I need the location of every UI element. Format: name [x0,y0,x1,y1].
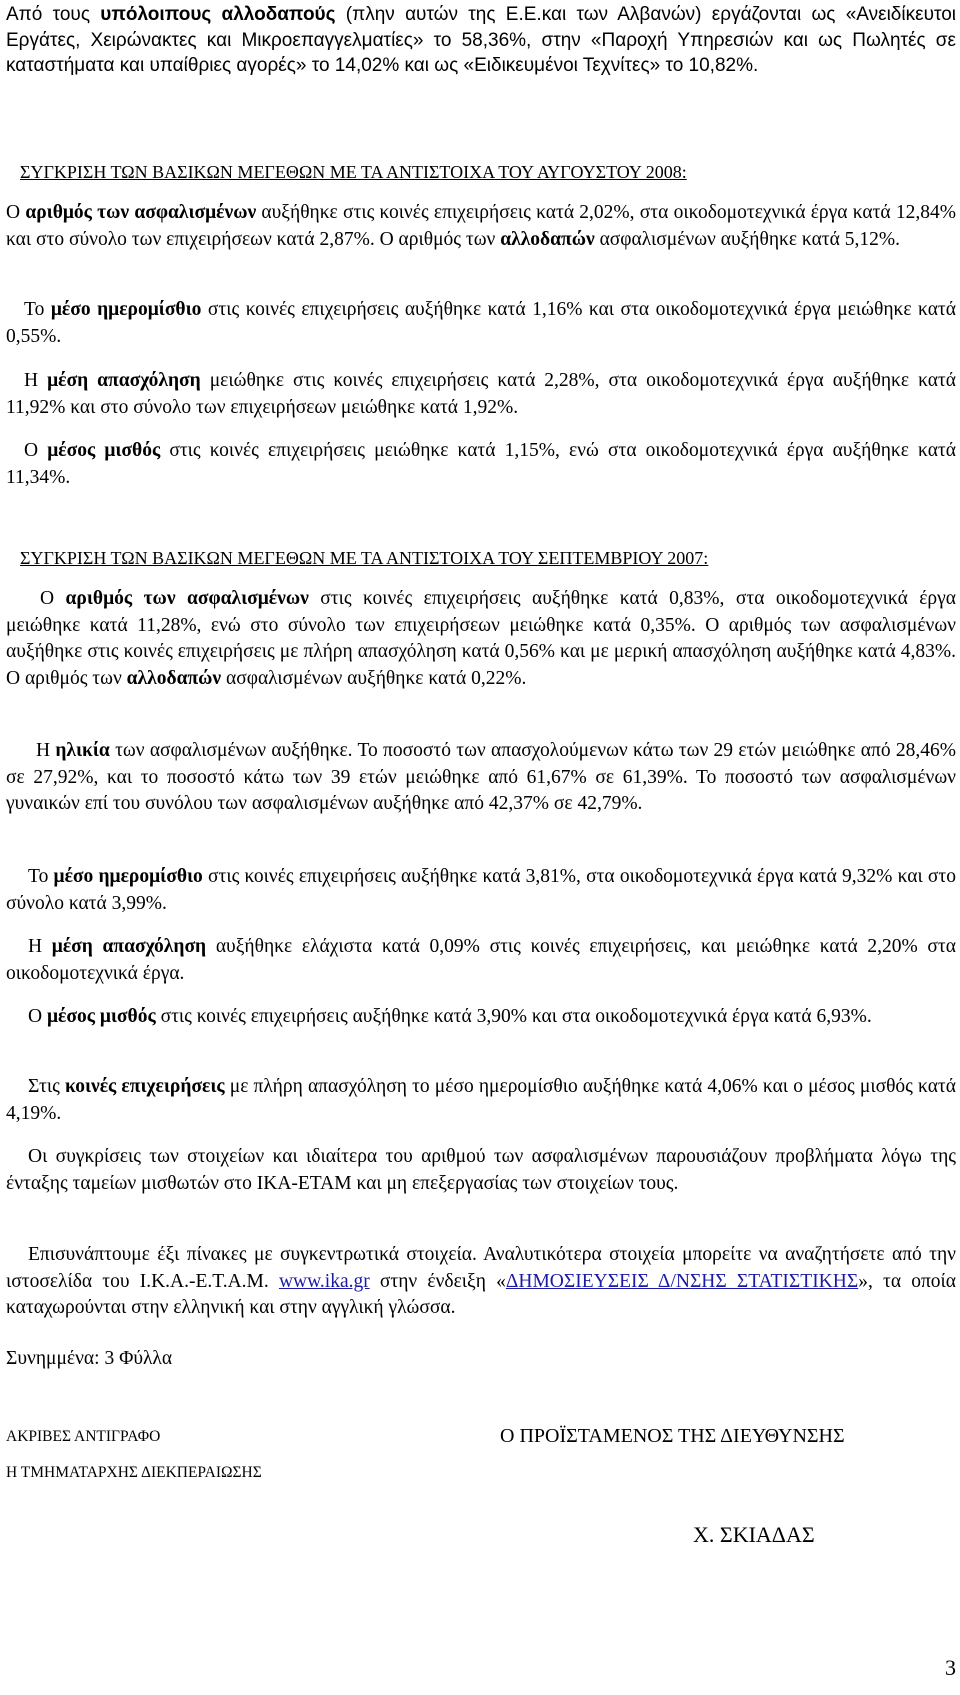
september-age-paragraph: Η ηλικία των ασφαλισμένων αυξήθηκε. Το ποσοστό των απασχολούμενων κάτω των 29 ετών μειώθηκε από 28,46% σε 27,92%, και το ποσοστό κάτω των 39 ετών μειώθηκε από 61,67% σε 61,39%. Το ποσοστό των ασφαλισμένων γυναικών επί του συνόλου των ασφαλισμένων αυξήθηκε από 42,37% σε 42,79%. [6,740,956,814]
august-employment-paragraph: Η μέση απασχόληση μειώθηκε στις κοινές επιχειρήσεις κατά 2,28%, στα οικοδομοτεχνικά έργα αυξήθηκε κατά 11,92% και στο σύνολο των επιχειρήσεων μειώθηκε κατά 1,92%. [6,370,956,418]
intro-paragraph [6,2,956,79]
august-salary-paragraph: Ο μέσος μισθός στις κοινές επιχειρήσεις μειώθηκε κατά 1,15%, ενώ στα οικοδομοτεχνικά έργα αυξήθηκε κατά 11,34%. [6,440,956,488]
statistics-publications-link[interactable]: ΔΗΜΟΣΙΕΥΣΕΙΣ Δ/ΝΣΗΣ ΣΤΑΤΙΣΤΙΚΗΣ [505,1270,859,1292]
september-insured-paragraph: Ο αριθμός των ασφαλισμένων στις κοινές επιχειρήσεις αυξήθηκε κατά 0,83%, στα οικοδομοτεχνικά έργα μειώθηκε κατά 11,28%, ενώ στο σύνολο των επιχειρήσεων μειώθηκε κατά 0,35%. Ο αριθμός των ασφαλισμένων αυξήθηκε στις κοινές επιχειρήσεις με πλήρη απασχόληση κατά 0,56% και με μερική απασχόληση αυξήθηκε κατά 4,83%. Ο αριθμός των αλλοδαπών ασφαλισμένων αυξήθηκε κατά 0,22%. [6,588,956,689]
september-notes-paragraph: Οι συγκρίσεις των στοιχείων και ιδιαίτερα του αριθμού των ασφαλισμένων παρουσιάζουν προβλήματα λόγω της ένταξης ταμείων μισθωτών στο ΙΚΑ-ΕΤΑΜ και μη επεξεργασίας των στοιχείων τους. [6,1146,956,1194]
august-comparison-heading: ΣΥΓΚΡΙΣΗ ΤΩΝ ΒΑΣΙΚΩΝ ΜΕΓΕΘΩΝ ΜΕ ΤΑ ΑΝΤΙΣΤΟΙΧΑ ΤΟΥ ΑΥΓΟΥΣΤΟΥ 2008: [20,162,687,182]
text: Από τους [6,4,101,25]
august-daily-wage-paragraph: Το μέσο ημερομίσθιο στις κοινές επιχειρήσεις αυξήθηκε κατά 1,16% και στα οικοδομοτεχνικά έργα μειώθηκε κατά 0,55%. [6,299,956,347]
september-daily-wage-paragraph: Το μέσο ημερομίσθιο στις κοινές επιχειρήσεις αυξήθηκε κατά 3,81%, στα οικοδομοτεχνικά έργα κατά 9,32% και στο σύνολο κατά 3,99%. [6,866,956,914]
bold-text: υπόλοιπους αλλοδαπούς [100,4,336,25]
september-employment-paragraph: Η μέση απασχόληση αυξήθηκε ελάχιστα κατά 0,09% στις κοινές επιχειρήσεις, και μειώθηκε κατά 2,20% στα οικοδομοτεχνικά έργα. [6,936,956,984]
august-insured-paragraph: Ο αριθμός των ασφαλισμένων αυξήθηκε στις κοινές επιχειρήσεις κατά 2,02%, στα οικοδομοτεχνικά έργα κατά 12,84% και στο σύνολο των επιχειρήσεων κατά 2,87%. Ο αριθμός των αλλοδαπών ασφαλισμένων αυξήθηκε κατά 5,12%. [6,202,956,250]
certified-copy-label: ΑΚΡΙΒΕΣ ΑΝΤΙΓΡΑΦΟ [6,1428,161,1445]
director-name: Χ. ΣΚΙΑΔΑΣ [693,1522,815,1547]
attachments-info-paragraph: Επισυνάπτουμε έξι πίνακες με συγκεντρωτικά στοιχεία. Αναλυτικότερα στοιχεία μπορείτε να αναζητήσετε από την ιστοσελίδα του Ι.Κ.Α.-Ε.Τ.Α.Μ. www.ika.gr στην ένδειξη «ΔΗΜΟΣΙΕΥΣΕΙΣ Δ/ΝΣΗΣ ΣΤΑΤΙΣΤΙΚΗΣ», τα οποία καταχωρούνται στην ελληνική και στην αγγλική γλώσσα. [6,1244,956,1318]
september-comparison-heading: ΣΥΓΚΡΙΣΗ ΤΩΝ ΒΑΣΙΚΩΝ ΜΕΓΕΘΩΝ ΜΕ ΤΑ ΑΝΤΙΣΤΟΙΧΑ ΤΟΥ ΣΕΠΤΕΜΒΡΙΟΥ 2007: [20,548,709,568]
ika-website-link[interactable]: www.ika.gr [278,1270,370,1292]
director-title: Ο ΠΡΟΪΣΤΑΜΕΝΟΣ ΤΗΣ ΔΙΕΥΘΥΝΣΗΣ [500,1425,845,1447]
page-number: 3 [945,1655,956,1680]
text: (πλην αυτών της Ε.Ε.και των Αλβανών) εργάζονται ως «Ανειδίκευτοι Εργάτες, Χειρώνακτες και Μικροεπαγγελματίες» το 58,36%, στην «Παροχή Υπηρεσιών και ως Πωλητές σε καταστήματα και υπαίθριες αγορές» το 14,02% και ως «Ειδικευμένοι Τεχνίτες» το 10,82%. [6,4,956,76]
september-common-enterprises-paragraph: Στις κοινές επιχειρήσεις με πλήρη απασχόληση το μέσο ημερομίσθιο αυξήθηκε κατά 4,06% και ο μέσος μισθός κατά 4,19%. [6,1076,956,1124]
attachments-line: Συνημμένα: 3 Φύλλα [6,1348,173,1369]
september-salary-paragraph: Ο μέσος μισθός στις κοινές επιχειρήσεις αυξήθηκε κατά 3,90% και στα οικοδομοτεχνικά έργα κατά 6,93%. [28,1006,872,1027]
section-head-label: Η ΤΜΗΜΑΤΑΡΧΗΣ ΔΙΕΚΠΕΡΑΙΩΣΗΣ [6,1464,262,1481]
